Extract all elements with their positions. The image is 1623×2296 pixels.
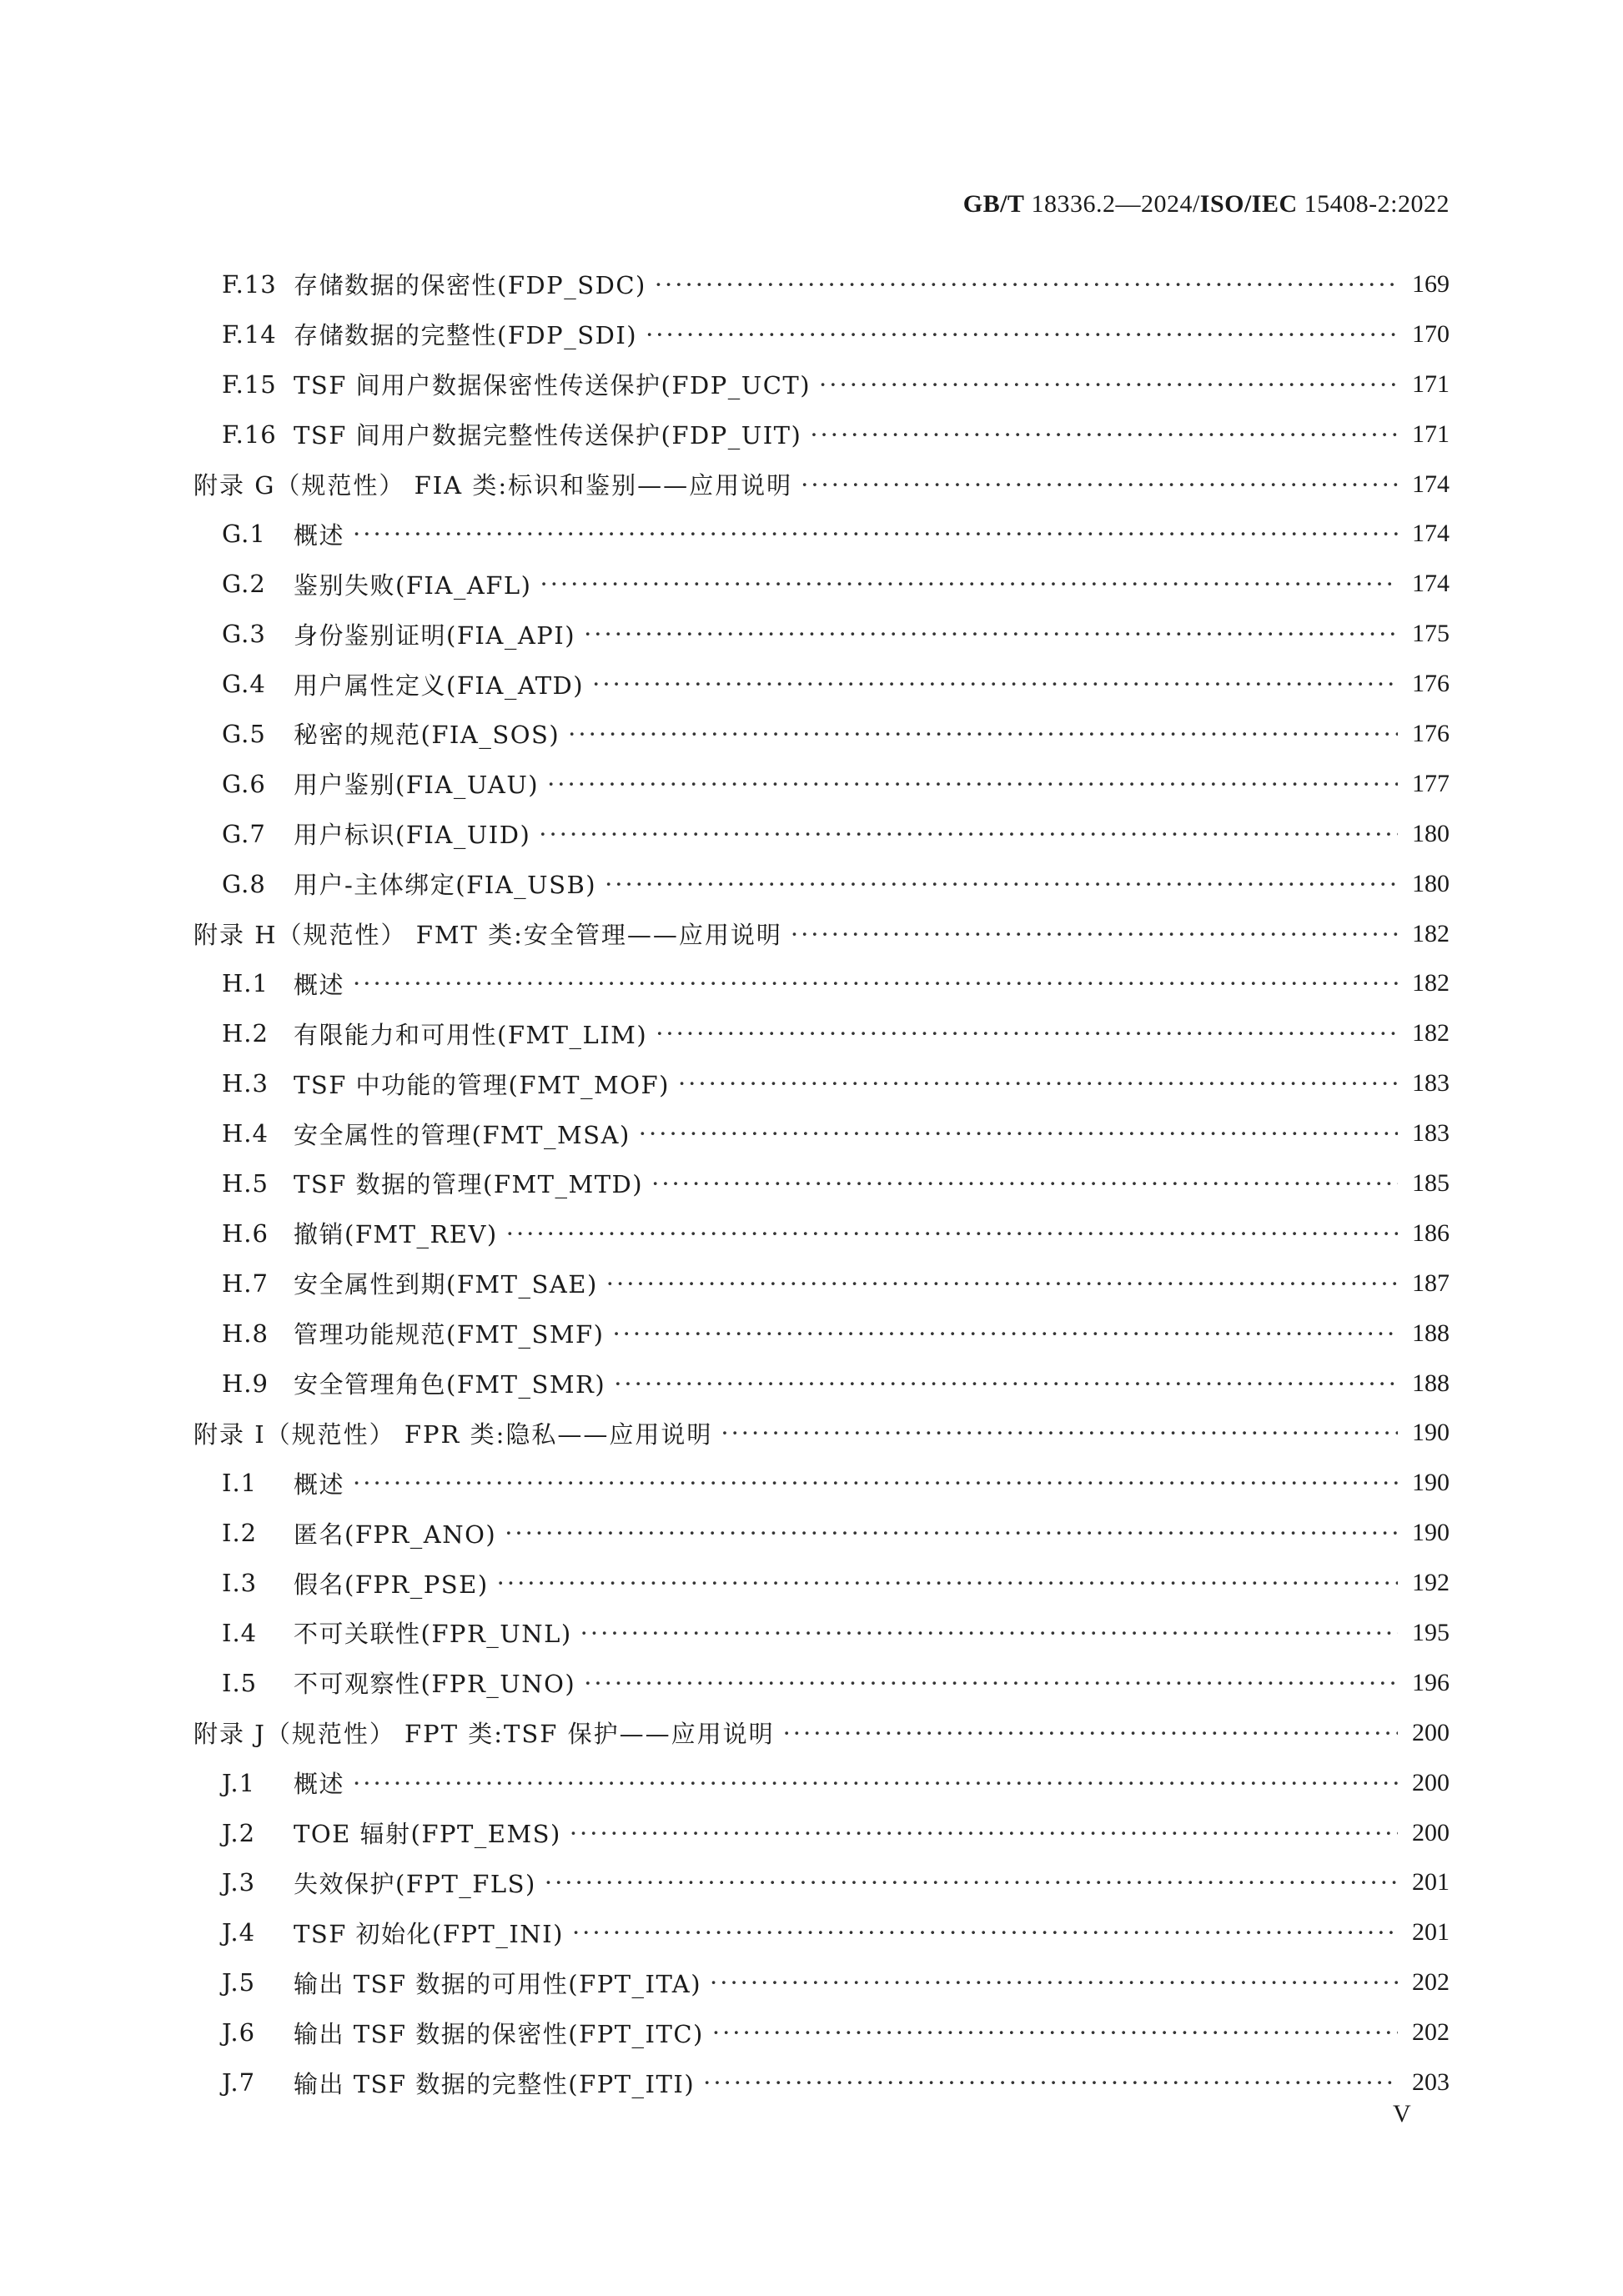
- toc-entry-number: H.3: [222, 1069, 269, 1098]
- toc-entry-number: H.6: [222, 1218, 269, 1248]
- toc-entry-number: I.2: [222, 1519, 258, 1548]
- page-number: V: [1393, 2100, 1411, 2128]
- toc-entry-number: F.15: [222, 369, 277, 399]
- toc-entry[interactable]: [193, 1058, 1450, 1108]
- toc-entry-page: 190: [1412, 1469, 1450, 1497]
- toc-entry[interactable]: [193, 1359, 1450, 1409]
- header-iso: ISO/IEC: [1199, 190, 1298, 218]
- toc-entry-page: 196: [1412, 1668, 1450, 1696]
- toc-entry[interactable]: [193, 1108, 1450, 1158]
- toc-entry-page: 177: [1412, 769, 1450, 797]
- toc-entry-title: 用户鉴别(FIA_UAU): [294, 771, 540, 800]
- toc-entry-title: TSF 中功能的管理(FMT_MOF): [294, 1070, 670, 1099]
- toc-entry-number: F.13: [222, 269, 277, 299]
- toc-entry[interactable]: [193, 1957, 1450, 2007]
- toc-entry-title: 匿名(FPR_ANO): [294, 1520, 497, 1549]
- toc-entry[interactable]: [193, 759, 1450, 809]
- toc-entry-page: 201: [1412, 1918, 1450, 1947]
- toc-entry-title: 存储数据的完整性(FDP_SDI): [294, 321, 638, 350]
- toc-entry-title: TOE 辐射(FPT_EMS): [294, 1820, 561, 1849]
- toc-entry[interactable]: [193, 958, 1450, 1008]
- toc-entry-title: TSF 间用户数据保密性传送保护(FDP_UCT): [294, 371, 812, 400]
- toc-leader-dots: [710, 1968, 1398, 1997]
- toc-entry-title: 附录 J（规范性） FPT 类:TSF 保护——应用说明: [193, 1720, 775, 1749]
- toc-entry-title: 秘密的规范(FIA_SOS): [294, 721, 560, 750]
- toc-entry-number: G.8: [222, 869, 266, 898]
- toc-entry-number: J.1: [222, 1768, 256, 1797]
- toc-entry-number: J.5: [222, 1968, 256, 1997]
- toc-entry-title: 概述: [294, 520, 345, 550]
- toc-entry[interactable]: [193, 409, 1450, 460]
- toc-entry[interactable]: [193, 359, 1450, 409]
- toc-entry-number: F.16: [222, 420, 277, 449]
- toc-entry-title: 有限能力和可用性(FMT_LIM): [294, 1020, 648, 1049]
- toc-annex-entry[interactable]: [193, 1408, 1450, 1458]
- toc-leader-dots: [783, 1719, 1398, 1747]
- toc-entry-title: 存储数据的保密性(FDP_SDC): [294, 271, 646, 300]
- toc-entry[interactable]: [193, 2057, 1450, 2108]
- toc-entry[interactable]: [193, 809, 1450, 859]
- toc-entry-page: 183: [1412, 1119, 1450, 1148]
- toc-entry-title: 输出 TSF 数据的保密性(FPT_ITC): [294, 2019, 704, 2048]
- toc-entry-number: I.3: [222, 1569, 258, 1598]
- toc-entry-title: 附录 I（规范性） FPR 类:隐私——应用说明: [193, 1419, 713, 1449]
- toc-entry-page: 195: [1412, 1618, 1450, 1646]
- toc-entry-page: 188: [1412, 1319, 1450, 1347]
- header-standard-number: 18336.2—2024/: [1031, 190, 1200, 218]
- toc-entry-page: 176: [1412, 670, 1450, 698]
- toc-entry[interactable]: [193, 1208, 1450, 1259]
- toc-entry[interactable]: [193, 309, 1450, 359]
- toc-entry-page: 183: [1412, 1069, 1450, 1098]
- toc-entry-number: F.14: [222, 319, 277, 349]
- toc-entry-page: 186: [1412, 1218, 1450, 1247]
- toc-entry-number: J.4: [222, 1918, 256, 1947]
- toc-leader-dots: [646, 320, 1398, 349]
- toc-entry[interactable]: [193, 659, 1450, 709]
- toc-leader-dots: [656, 1019, 1398, 1048]
- toc-entry-title: 概述: [294, 970, 345, 999]
- toc-entry-number: G.7: [222, 819, 266, 848]
- toc-entry-page: 176: [1412, 719, 1450, 747]
- toc-entry[interactable]: [193, 709, 1450, 759]
- toc-entry-title: 不可关联性(FPR_UNL): [294, 1620, 572, 1649]
- toc-entry-title: 用户属性定义(FIA_ATD): [294, 671, 585, 700]
- toc-entry[interactable]: [193, 1858, 1450, 1908]
- toc-entry[interactable]: [193, 1259, 1450, 1309]
- toc-entry-title: 假名(FPR_PSE): [294, 1570, 489, 1599]
- toc-leader-dots: [810, 420, 1398, 449]
- toc-entry-page: 169: [1412, 269, 1450, 298]
- toc-entry-number: H.8: [222, 1319, 269, 1348]
- toc-entry[interactable]: [193, 609, 1450, 659]
- toc-leader-dots: [547, 770, 1398, 798]
- toc-leader-dots: [497, 1569, 1398, 1597]
- toc-entry-page: 187: [1412, 1269, 1450, 1297]
- toc-entry-number: J.3: [222, 1868, 256, 1897]
- toc-entry[interactable]: [193, 1658, 1450, 1708]
- toc-entry-title: 概述: [294, 1470, 345, 1499]
- toc-entry-page: 202: [1412, 1968, 1450, 1997]
- toc-entry-page: 180: [1412, 869, 1450, 897]
- toc-leader-dots: [605, 870, 1398, 898]
- toc-entry-number: H.4: [222, 1119, 269, 1148]
- toc-entry-number: G.1: [222, 520, 266, 549]
- toc-leader-dots: [721, 1419, 1398, 1447]
- toc-entry-title: 附录 G（规范性） FIA 类:标识和鉴别——应用说明: [193, 471, 793, 500]
- toc-entry-title: 用户标识(FIA_UID): [294, 821, 531, 850]
- toc-entry-page: 174: [1412, 520, 1450, 548]
- toc-leader-dots: [572, 1918, 1398, 1947]
- toc-entry[interactable]: [193, 509, 1450, 559]
- toc-entry-page: 200: [1412, 1818, 1450, 1846]
- toc-entry[interactable]: [193, 1458, 1450, 1508]
- toc-leader-dots: [506, 1219, 1398, 1248]
- toc-entry-page: 202: [1412, 2018, 1450, 2047]
- toc-entry[interactable]: [193, 1907, 1450, 1957]
- toc-leader-dots: [612, 1319, 1398, 1348]
- toc-annex-entry[interactable]: [193, 909, 1450, 959]
- toc-entry-number: I.5: [222, 1668, 258, 1697]
- toc-entry-title: TSF 间用户数据完整性传送保护(FDP_UIT): [294, 421, 802, 450]
- toc-entry-title: 撤销(FMT_REV): [294, 1220, 498, 1249]
- toc-entry-title: 失效保护(FPT_FLS): [294, 1869, 536, 1898]
- toc-entry-number: H.1: [222, 969, 269, 998]
- toc-entry-page: 201: [1412, 1868, 1450, 1897]
- toc-leader-dots: [819, 370, 1398, 399]
- toc-entry[interactable]: [193, 1558, 1450, 1608]
- toc-entry-number: H.2: [222, 1019, 269, 1048]
- toc-leader-dots: [353, 1769, 1398, 1797]
- toc-leader-dots: [568, 720, 1398, 748]
- toc-entry-page: 190: [1412, 1419, 1450, 1447]
- toc-entry-page: 182: [1412, 1019, 1450, 1048]
- toc-entry-page: 185: [1412, 1168, 1450, 1197]
- toc-entry-title: TSF 数据的管理(FMT_MTD): [294, 1170, 644, 1199]
- toc-leader-dots: [539, 820, 1398, 848]
- toc-entry-title: 管理功能规范(FMT_SMF): [294, 1320, 605, 1349]
- toc-entry-number: H.7: [222, 1269, 269, 1298]
- toc-entry-number: J.2: [222, 1818, 256, 1847]
- toc-entry-page: 188: [1412, 1369, 1450, 1397]
- document-header: [963, 190, 1450, 219]
- toc-entry-page: 171: [1412, 420, 1450, 448]
- toc-entry-page: 175: [1412, 620, 1450, 648]
- toc-entry-page: 171: [1412, 369, 1450, 398]
- toc-leader-dots: [651, 1169, 1398, 1198]
- toc-entry-title: 不可观察性(FPR_UNO): [294, 1670, 576, 1699]
- toc-entry-title: 用户-主体绑定(FIA_USB): [294, 871, 597, 900]
- toc-leader-dots: [584, 1669, 1398, 1697]
- toc-entry-page: 174: [1412, 470, 1450, 498]
- toc-leader-dots: [655, 270, 1398, 299]
- toc-leader-dots: [614, 1369, 1398, 1398]
- toc-entry-title: 输出 TSF 数据的可用性(FPT_ITA): [294, 1969, 702, 1998]
- toc-entry-number: I.4: [222, 1618, 258, 1647]
- toc-entry-number: J.7: [222, 2068, 256, 2097]
- toc-entry-number: H.9: [222, 1369, 269, 1398]
- toc-entry-title: 附录 H（规范性） FMT 类:安全管理——应用说明: [193, 921, 782, 950]
- toc-leader-dots: [353, 969, 1398, 997]
- toc-entry-page: 182: [1412, 969, 1450, 997]
- toc-leader-dots: [353, 1469, 1398, 1497]
- toc-entry[interactable]: [193, 1008, 1450, 1058]
- toc-leader-dots: [570, 1819, 1398, 1847]
- toc-leader-dots: [703, 2068, 1398, 2097]
- toc-entry-number: G.2: [222, 570, 266, 599]
- toc-entry-number: G.3: [222, 620, 266, 649]
- toc-leader-dots: [592, 670, 1398, 698]
- toc-leader-dots: [678, 1069, 1398, 1098]
- toc-entry[interactable]: [193, 559, 1450, 609]
- toc-entry-title: 概述: [294, 1770, 345, 1799]
- toc-leader-dots: [505, 1519, 1398, 1547]
- toc-entry-number: G.4: [222, 670, 266, 699]
- toc-leader-dots: [606, 1269, 1398, 1298]
- toc-entry[interactable]: [193, 1758, 1450, 1808]
- toc-leader-dots: [639, 1119, 1398, 1148]
- toc-entry-page: 180: [1412, 819, 1450, 847]
- toc-leader-dots: [584, 620, 1398, 648]
- toc-entry[interactable]: [193, 1808, 1450, 1858]
- toc-entry-number: G.5: [222, 719, 266, 748]
- toc-entry[interactable]: [193, 1158, 1450, 1208]
- toc-entry-page: 200: [1412, 1718, 1450, 1746]
- toc-leader-dots: [791, 920, 1398, 948]
- toc-entry-title: 安全属性到期(FMT_SAE): [294, 1270, 598, 1299]
- toc-leader-dots: [353, 520, 1398, 548]
- toc-entry-page: 190: [1412, 1519, 1450, 1547]
- toc-leader-dots: [801, 470, 1398, 499]
- toc-leader-dots: [712, 2018, 1398, 2047]
- toc-entry-page: 170: [1412, 319, 1450, 348]
- toc-annex-entry[interactable]: [193, 460, 1450, 510]
- toc-entry-title: 输出 TSF 数据的完整性(FPT_ITI): [294, 2069, 696, 2098]
- toc-entry-page: 203: [1412, 2068, 1450, 2096]
- toc-entry[interactable]: [193, 259, 1450, 309]
- toc-annex-entry[interactable]: [193, 1708, 1450, 1758]
- toc-leader-dots: [580, 1619, 1398, 1647]
- toc-entry-title: 安全属性的管理(FMT_MSA): [294, 1120, 631, 1149]
- toc-entry-number: J.6: [222, 2018, 256, 2047]
- toc-entry-page: 192: [1412, 1569, 1450, 1597]
- toc-entry-number: H.5: [222, 1168, 269, 1198]
- toc-entry[interactable]: [193, 859, 1450, 909]
- toc-entry[interactable]: [193, 1608, 1450, 1658]
- toc-entry-title: 鉴别失败(FIA_AFL): [294, 570, 532, 600]
- toc-entry[interactable]: [193, 1309, 1450, 1359]
- toc-entry-number: G.6: [222, 769, 266, 798]
- toc-entry[interactable]: [193, 1508, 1450, 1558]
- toc-entry-title: 安全管理角色(FMT_SMR): [294, 1370, 606, 1399]
- toc-entry-number: I.1: [222, 1469, 258, 1498]
- table-of-contents: [193, 259, 1450, 2108]
- toc-entry-page: 174: [1412, 570, 1450, 598]
- toc-entry[interactable]: [193, 2007, 1450, 2057]
- toc-entry-title: 身份鉴别证明(FIA_API): [294, 620, 576, 650]
- header-gbt: GB/T: [962, 190, 1025, 218]
- toc-entry-page: 182: [1412, 919, 1450, 947]
- toc-entry-page: 200: [1412, 1768, 1450, 1796]
- toc-leader-dots: [540, 570, 1398, 598]
- toc-leader-dots: [545, 1868, 1398, 1897]
- toc-entry-title: TSF 初始化(FPT_INI): [294, 1919, 564, 1948]
- header-iso-number: 15408-2:2022: [1304, 190, 1450, 218]
